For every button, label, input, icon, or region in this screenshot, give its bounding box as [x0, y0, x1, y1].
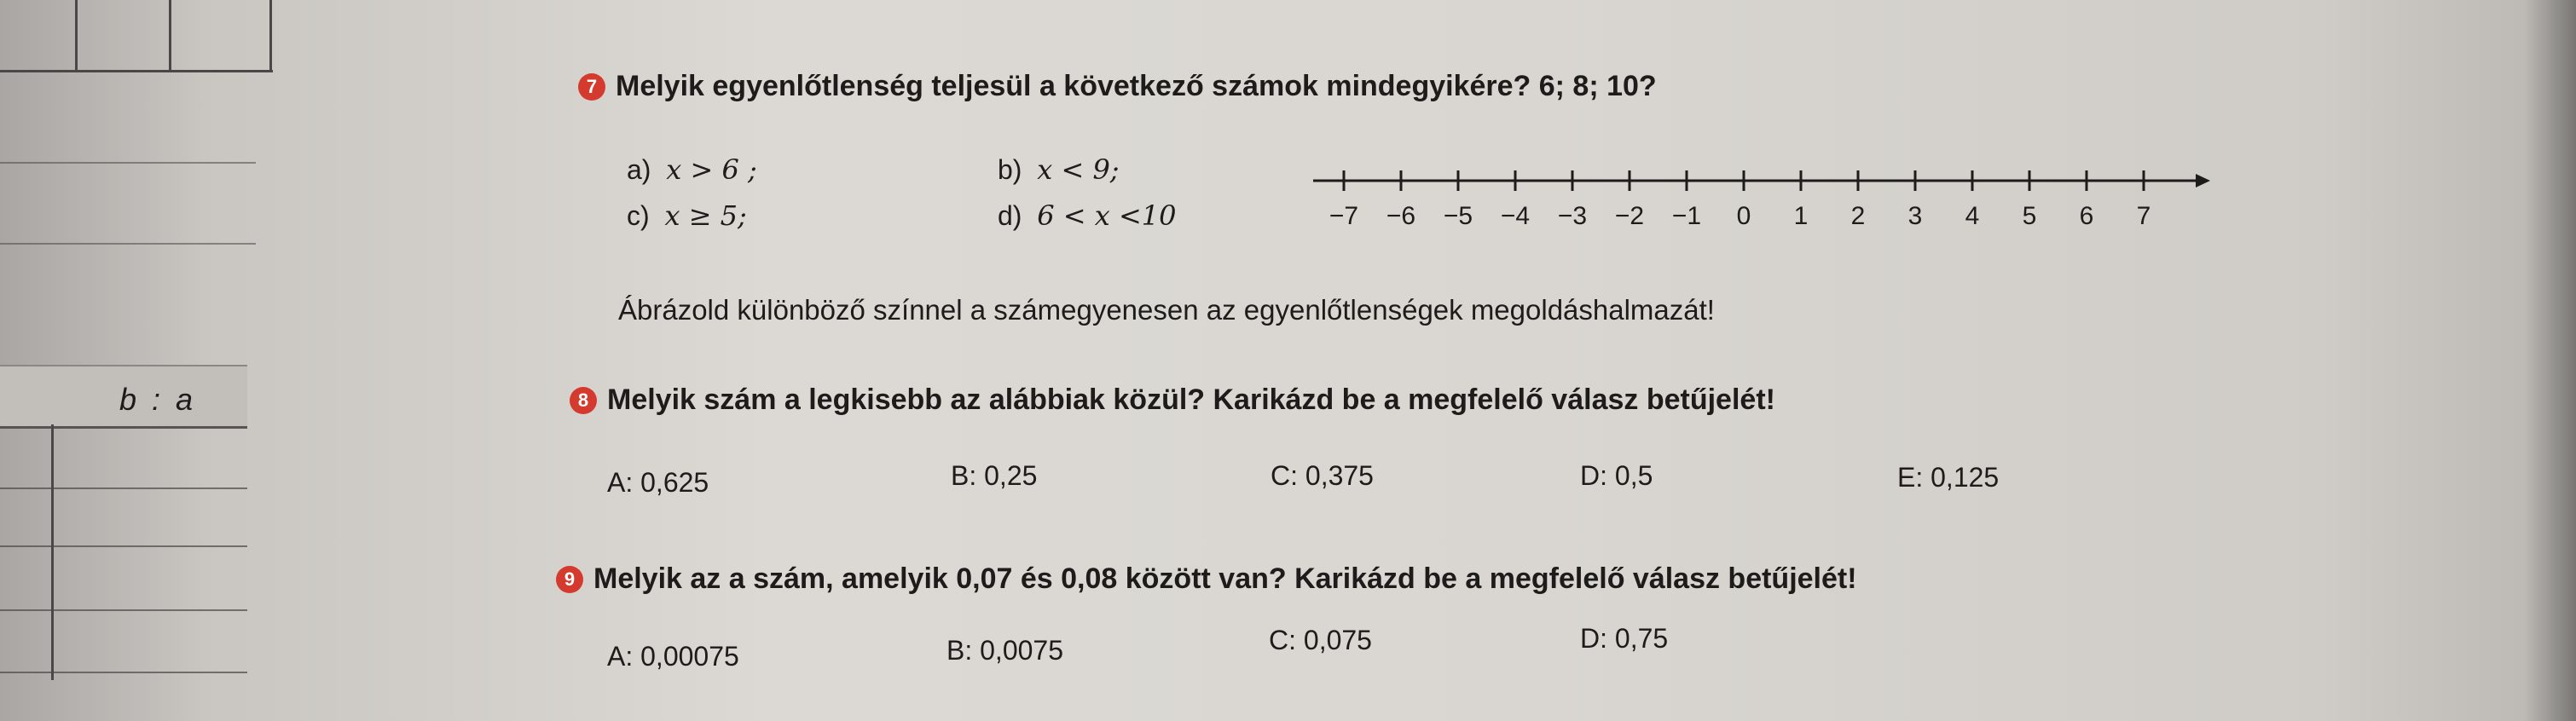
margin-table-vline: [51, 424, 54, 680]
option-c-letter: c): [627, 200, 650, 231]
exercise-7-question: [578, 70, 1657, 103]
option-a-letter: a): [627, 154, 651, 185]
number-line-tick-label: 1: [1793, 202, 1809, 230]
margin-rule: [0, 243, 256, 245]
number-line-tick-label: −5: [1443, 202, 1473, 230]
option-a-text: x > 6 ;: [666, 153, 757, 186]
ex8-answer-c[interactable]: C: 0,375: [1271, 460, 1374, 491]
number-line-tick-label: −2: [1614, 202, 1645, 230]
ex8-answer-e[interactable]: E: 0,125: [1897, 462, 2000, 493]
margin-rule: [0, 162, 256, 164]
ex9-answer-a[interactable]: A: 0,00075: [607, 641, 739, 672]
number-line-tick-label: −6: [1386, 202, 1416, 230]
number-line-tick-label: 2: [1850, 202, 1866, 230]
exercise-7-text: Melyik egyenlőtlenség teljesül a következő számok mindegyikére? 6; 8; 10?: [616, 70, 1657, 102]
ex8-answer-d[interactable]: D: 0,5: [1580, 460, 1653, 491]
number-line-tick-label: 5: [2022, 202, 2037, 230]
option-b-letter: b): [998, 154, 1022, 185]
option-c-text: x ≥ 5;: [664, 199, 747, 232]
number-line-arrow: [2196, 174, 2210, 187]
option-d-text: 6 < x <10: [1037, 199, 1177, 232]
margin-rule: [0, 487, 247, 489]
ex9-answer-c[interactable]: C: 0,075: [1269, 625, 1372, 655]
option-a: [627, 153, 757, 186]
exercise-8-badge: 8: [570, 387, 597, 414]
margin-table: [0, 0, 273, 721]
exercise-8-text: Melyik szám a legkisebb az alábbiak közül? Karikázd be a megfelelő válasz betűjelét!: [607, 384, 1775, 416]
number-line-tick-label: 0: [1736, 202, 1751, 230]
margin-label: b : a: [119, 382, 197, 417]
number-line-tick-label: −1: [1671, 202, 1702, 230]
exercise-7-badge: 7: [578, 73, 605, 101]
ex8-answer-a[interactable]: A: 0,625: [607, 467, 709, 498]
grid-cell: [0, 0, 78, 70]
number-line-tick-label: −3: [1557, 202, 1588, 230]
number-line-tick-label: 3: [1907, 202, 1923, 230]
exercise-9-badge: 9: [556, 566, 583, 593]
grid-cell: [171, 0, 272, 70]
margin-rule: [0, 609, 247, 611]
number-line: [1313, 160, 2226, 245]
option-d: [998, 199, 1177, 232]
ex8-answer-b[interactable]: B: 0,25: [951, 460, 1038, 491]
option-c: [627, 199, 747, 232]
exercise-9-text: Melyik az a szám, amelyik 0,07 és 0,08 között van? Karikázd be a megfelelő válasz betűjelét!: [593, 562, 1857, 595]
option-b-text: x < 9;: [1037, 153, 1120, 186]
number-line-tick-label: 6: [2079, 202, 2094, 230]
grid-cell: [77, 0, 171, 70]
number-line-tick-label: 7: [2136, 202, 2151, 230]
page-edge-shadow: [2524, 0, 2576, 721]
option-b: [998, 153, 1120, 186]
exercise-9-question: [556, 562, 1857, 596]
exercise-7-instruction: Ábrázold különböző színnel a számegyenesen az egyenlőtlenségek megoldáshalmazát!: [618, 294, 1715, 326]
number-line-tick-label: 4: [1965, 202, 1980, 230]
number-line-tick-label: −4: [1500, 202, 1531, 230]
margin-rule: [0, 672, 247, 673]
number-line-tick-label: −7: [1329, 202, 1359, 230]
margin-rule: [0, 70, 273, 72]
ex9-answer-d[interactable]: D: 0,75: [1580, 623, 1669, 654]
margin-rule: [0, 545, 247, 547]
ex9-answer-b[interactable]: B: 0,0075: [946, 635, 1063, 666]
exercise-8-question: [570, 384, 1775, 417]
option-d-letter: d): [998, 200, 1022, 231]
